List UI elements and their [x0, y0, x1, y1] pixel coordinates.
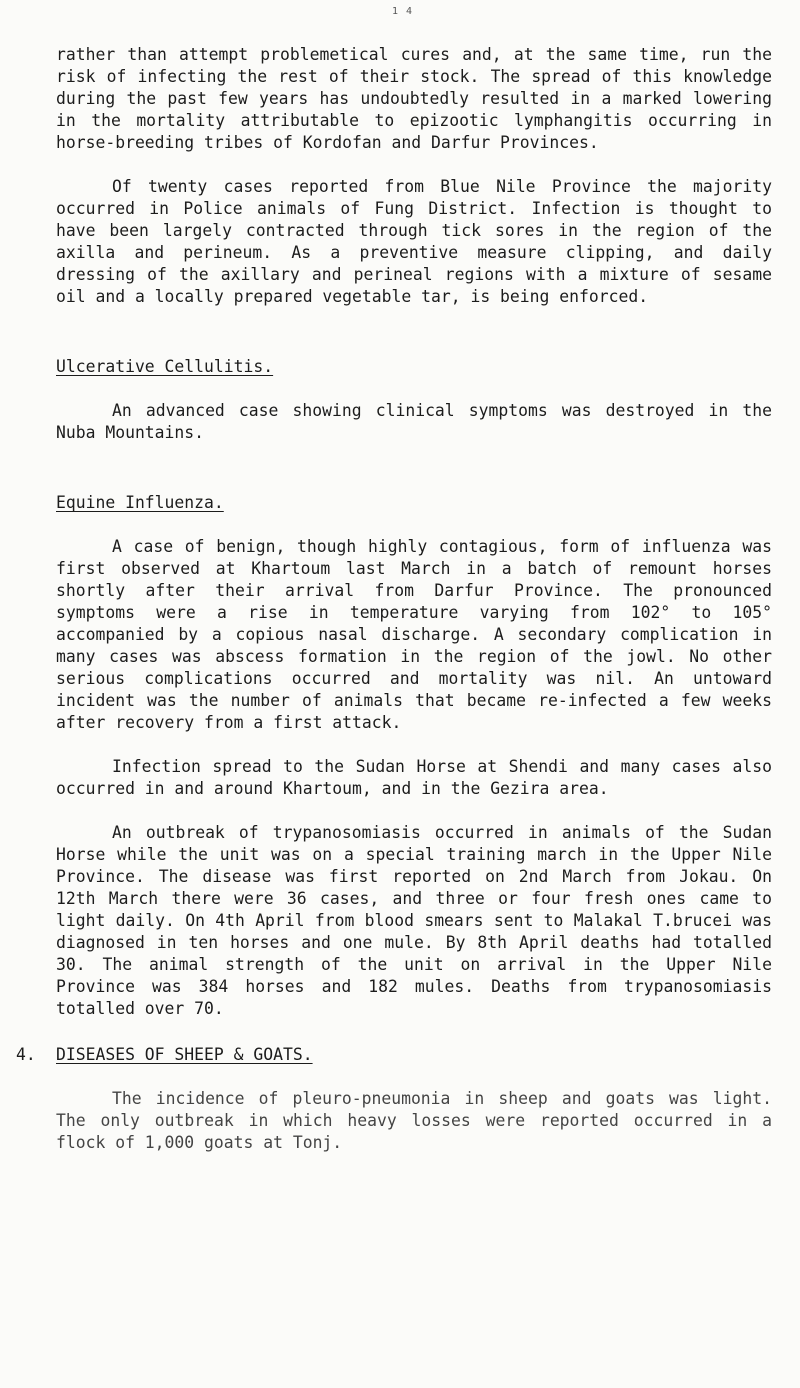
heading-ulcerative-cellulitis: Ulcerative Cellulitis.: [56, 357, 274, 376]
paragraph-nuba-case: An advanced case showing clinical symptoms was destroyed in the Nuba Mountains.: [56, 401, 772, 442]
paragraph-blue-nile-cases: Of twenty cases reported from Blue Nile Province the majority occurred in Police animals of Fung District. Infection is thought to have been largely contracted through tick sores in the region of the axilla and perineum. As a preventive measure clipping, and daily dressing of the axillary and perineal regions with a mixture of sesame oil and a locally prepared vegetable tar, is being enforced.: [56, 177, 772, 306]
paragraph-pleuro-pneumonia: The incidence of pleuro-pneumonia in sheep and goats was light. The only outbreak in which heavy losses were reported occurred in a flock of 1,000 goats at Tonj.: [56, 1089, 772, 1152]
page-number-mark: 1 4: [392, 6, 414, 17]
heading-equine-influenza: Equine Influenza.: [56, 493, 224, 512]
paragraph-infection-spread: Infection spread to the Sudan Horse at Shendi and many cases also occurred in and around Khartoum, and in the Gezira area.: [56, 757, 772, 798]
section-heading-sheep-goats: [16, 1044, 772, 1066]
paragraph-lymphangitis-continued: rather than attempt problemetical cures and, at the same time, run the risk of infecting the rest of their stock. The spread of this knowledge during the past few years has undoubtedly resulted in a marked lowering in the mortality attributable to epizootic lymphangitis occurring in horse-breeding tribes of Kordofan and Darfur Provinces.: [56, 45, 772, 152]
section-title: DISEASES OF SHEEP & GOATS.: [56, 1045, 313, 1064]
paragraph-influenza-description: A case of benign, though highly contagious, form of influenza was first observed at Khartoum last March in a batch of remount horses shortly after their arrival from Darfur Province. The pronounced symptoms were a rise in temperature varying from 102° to 105° accompanied by a copious nasal discharge. A secondary complication in many cases was abscess formation in the region of the jowl. No other serious complications occurred and mortality was nil. An untoward incident was the number of animals that became re-infected a few weeks after recovery from a first attack.: [56, 537, 772, 732]
section-number: 4.: [16, 1045, 36, 1064]
document-body: [16, 44, 772, 1176]
paragraph-trypanosomiasis: An outbreak of trypanosomiasis occurred in animals of the Sudan Horse while the unit was on a special training march in the Upper Nile Province. The disease was first reported on 2nd March from Jokau. On 12th March there were 36 cases, and three or four fresh ones came to light daily. On 4th April from blood smears sent to Malakal T.brucei was diagnosed in ten horses and one mule. By 8th April deaths had totalled 30. The animal strength of the unit on arrival in the Upper Nile Province was 384 horses and 182 mules. Deaths from trypanosomiasis totalled over 70.: [56, 823, 772, 1018]
